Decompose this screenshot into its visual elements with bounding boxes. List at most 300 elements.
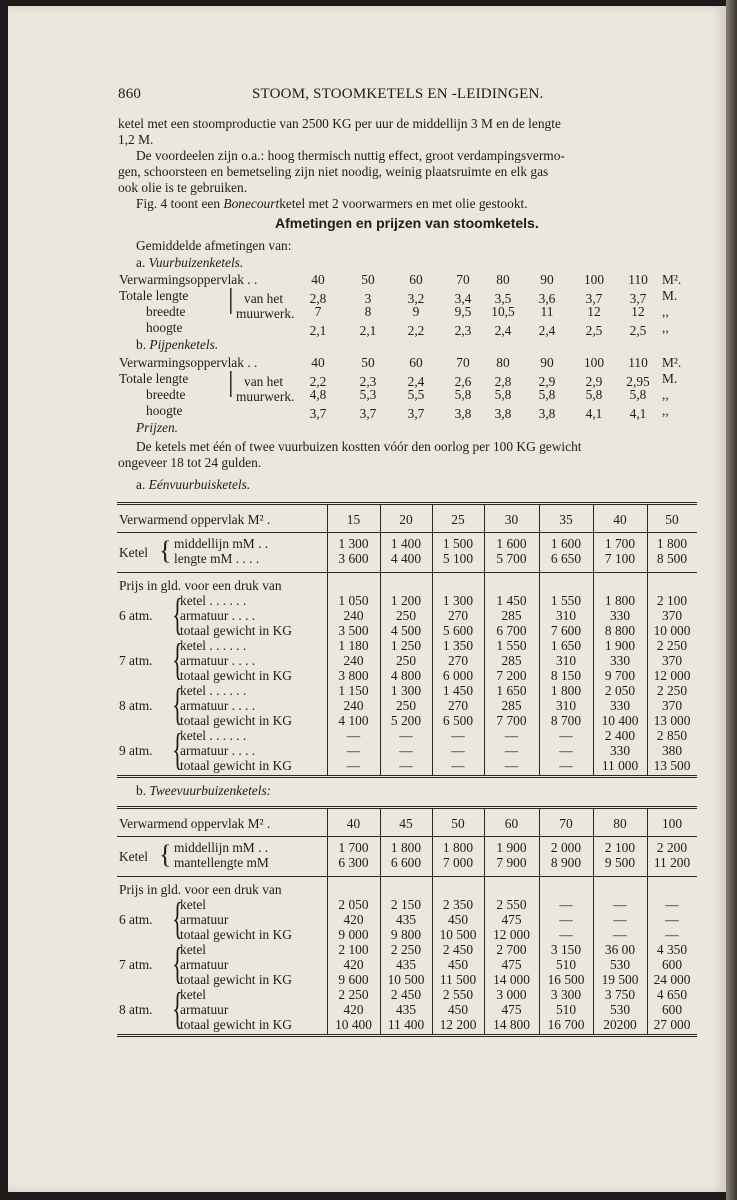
dims-label: Totale lengte <box>119 288 189 303</box>
table-cell: 1 150 <box>338 683 369 698</box>
table-cell: 7 700 <box>496 713 527 728</box>
table-cell: 1 250 <box>390 638 422 653</box>
brace-icon: { <box>159 536 172 565</box>
atm-label: 6 atm. <box>119 912 153 927</box>
prijzen-line: De ketels met één of twee vuurbuizen kostten vóór den oorlog per 100 KG gewicht <box>136 439 582 454</box>
price-row-label: ketel . . . . . . <box>180 593 247 608</box>
table-cell: 370 <box>661 608 683 623</box>
intro-line: ook olie is te gebruiken. <box>118 180 248 195</box>
table-cell: 270 <box>447 653 469 668</box>
atm-label: 8 atm. <box>119 1002 153 1017</box>
dims-value: 3,7 <box>309 406 327 421</box>
table-cell: 6 300 <box>338 855 369 870</box>
dims-value: 3 <box>364 291 372 306</box>
price-row-label: totaal gewicht in KG <box>180 927 292 942</box>
table-cell: 8 500 <box>656 551 688 566</box>
ketel-rule <box>117 876 697 877</box>
table-cell: 1 550 <box>496 638 527 653</box>
table-cell: 435 <box>395 912 417 927</box>
table-cell: 330 <box>609 743 631 758</box>
section-title: Afmetingen en prijzen van stoomketels. <box>275 215 539 231</box>
table-cell: 475 <box>501 957 522 972</box>
table-cell: 25 <box>451 512 465 527</box>
table-cell: 3 500 <box>338 623 369 638</box>
ketel-label: Ketel <box>119 545 148 560</box>
table-cell: 24 000 <box>653 972 691 987</box>
table-cell: — <box>665 927 679 942</box>
van-het-label: van het <box>244 291 284 306</box>
dims-value: 8 <box>364 304 372 319</box>
dims-value: 60 <box>409 272 423 287</box>
table-cell: 1 050 <box>338 593 369 608</box>
table-cell: 475 <box>501 912 522 927</box>
table-cell: 435 <box>395 1002 417 1017</box>
price-row-label: armatuur <box>180 912 229 927</box>
table-cell: 420 <box>343 1002 364 1017</box>
dims-value: 3,7 <box>585 291 603 306</box>
table-cell: 1 400 <box>390 536 422 551</box>
table-cell: 240 <box>343 698 364 713</box>
dims-value: 5,8 <box>454 387 472 402</box>
table-cell: 40 <box>346 816 361 831</box>
price-row-label: armatuur . . . . <box>180 698 256 713</box>
table-cell: 270 <box>447 608 469 623</box>
prijs-label: Prijs in gld. voor een druk van <box>119 882 282 897</box>
table-cell: 5 200 <box>390 713 422 728</box>
dims-value: 2,3 <box>454 323 472 338</box>
table-cell: 10 400 <box>335 1017 372 1032</box>
table-cell: 6 650 <box>550 551 582 566</box>
price-row-label: armatuur . . . . <box>180 653 256 668</box>
muurwerk-label: muurwerk. <box>236 389 295 404</box>
table-top-rule <box>117 806 697 809</box>
table-cell: 12 000 <box>653 668 691 683</box>
table-cell: 1 800 <box>604 593 636 608</box>
price-row-label: armatuur <box>180 957 229 972</box>
price-row-label: ketel . . . . . . <box>180 683 247 698</box>
table-cell: 510 <box>555 957 577 972</box>
dims-value: 2,9 <box>585 374 603 389</box>
table-cell: — <box>346 758 361 773</box>
avg-label: Gemiddelde afmetingen van: <box>136 238 292 253</box>
column-divider <box>593 808 594 1034</box>
table-cell: 3 300 <box>550 987 582 1002</box>
column-divider <box>327 808 328 1034</box>
table-cell: 6 700 <box>496 623 527 638</box>
table-cell: — <box>613 927 627 942</box>
table-cell: 4 800 <box>390 668 422 683</box>
table-bottom-rule <box>117 1034 697 1037</box>
table-cell: 2 250 <box>656 683 688 698</box>
table-cell: 4 400 <box>390 551 422 566</box>
dims-unit: ,, <box>662 387 669 402</box>
ketel-row-label: lengte mM . . . . <box>174 551 260 566</box>
table-cell: 3 750 <box>604 987 636 1002</box>
dims-value: 2,2 <box>309 374 327 389</box>
dims-value: 2,9 <box>538 374 556 389</box>
dims-value: 110 <box>628 272 648 287</box>
table-cell: 6 600 <box>390 855 422 870</box>
header-rule <box>117 532 697 533</box>
price-row-label: totaal gewicht in KG <box>180 1017 292 1032</box>
table-cell: 19 500 <box>601 972 639 987</box>
dims-value: 50 <box>361 272 375 287</box>
dims-value: 60 <box>409 355 423 370</box>
dims-value: 5,3 <box>359 387 377 402</box>
column-divider <box>593 504 594 775</box>
muurwerk-label: muurwerk. <box>236 306 295 321</box>
dims-value: 2,8 <box>494 374 512 389</box>
table-cell: 2 350 <box>442 897 474 912</box>
table-cell: 1 200 <box>390 593 422 608</box>
table-cell: 1 600 <box>550 536 582 551</box>
dims-a-heading: a. Vuurbuizenketels. <box>136 255 244 270</box>
table-cell: 9 700 <box>604 668 636 683</box>
table-cell: 2 050 <box>604 683 636 698</box>
dims-label: Verwarmingsoppervlak . . <box>119 355 258 370</box>
dims-value: 11 <box>540 304 554 319</box>
table-cell: 250 <box>395 608 417 623</box>
table-cell: — <box>559 743 573 758</box>
table-cell: 11 000 <box>601 758 639 773</box>
brace-icon: | <box>228 284 234 315</box>
table-cell: 475 <box>501 1002 522 1017</box>
table-cell: 2 100 <box>338 942 369 957</box>
dims-value: 3,2 <box>407 291 425 306</box>
price-row-label: totaal gewicht in KG <box>180 668 292 683</box>
table-cell: 2 100 <box>604 840 636 855</box>
table-cell: 1 700 <box>604 536 636 551</box>
table-cell: 510 <box>555 1002 577 1017</box>
boiler-name: Bonecourt <box>223 196 280 211</box>
dims-unit: ,, <box>662 403 669 418</box>
dims-value: 3,7 <box>407 406 425 421</box>
table-cell: 380 <box>661 743 683 758</box>
table-cell: 1 800 <box>390 840 422 855</box>
dims-value: 2,3 <box>359 374 377 389</box>
opp-label: Verwarmend oppervlak M² . <box>119 816 271 831</box>
column-divider <box>432 504 433 775</box>
dims-value: 9,5 <box>454 304 472 319</box>
table-cell: — <box>665 912 679 927</box>
table-cell: 1 900 <box>496 840 527 855</box>
dims-label: hoogte <box>146 320 183 335</box>
table-cell: 14 800 <box>493 1017 530 1032</box>
dims-value: 3,8 <box>538 406 556 421</box>
column-divider <box>484 504 485 775</box>
table-cell: 10 000 <box>653 623 691 638</box>
intro-line: De voordeelen zijn o.a.: hoog thermisch nuttig effect, groot verdampingsvermo- <box>136 148 565 163</box>
dims-value: 3,5 <box>494 291 512 306</box>
dims-unit: M². <box>662 272 682 287</box>
dims-value: 5,5 <box>407 387 425 402</box>
dims-value: 3,7 <box>629 291 647 306</box>
atm-label: 8 atm. <box>119 698 153 713</box>
table-cell: 2 550 <box>496 897 527 912</box>
table-cell: 8 700 <box>550 713 582 728</box>
atm-label: 7 atm. <box>119 653 153 668</box>
table-cell: 4 650 <box>656 987 688 1002</box>
dims-b-heading: b. Pijpenketels. <box>136 337 219 352</box>
table-cell: 270 <box>447 698 469 713</box>
table-cell: 285 <box>501 653 522 668</box>
brace-icon: { <box>172 939 183 988</box>
brace-icon: { <box>172 680 183 729</box>
dims-value: 70 <box>456 355 470 370</box>
table-cell: 7 000 <box>442 855 474 870</box>
intro-line: gen, schoorsteen en bemetseling zijn niet noodig, weinig plaatsruimte en elk gas <box>118 164 549 179</box>
dims-value: 12 <box>631 304 645 319</box>
dims-value: 2,1 <box>359 323 377 338</box>
table-cell: 9 800 <box>390 927 422 942</box>
prijs-label: Prijs in gld. voor een druk van <box>119 578 282 593</box>
column-divider <box>432 808 433 1034</box>
column-divider <box>380 808 381 1034</box>
table-cell: 310 <box>555 608 577 623</box>
table-cell: 2 550 <box>442 987 474 1002</box>
table-cell: 450 <box>447 957 469 972</box>
table-cell: 5 600 <box>442 623 474 638</box>
table-cell: — <box>451 758 465 773</box>
dims-label: Totale lengte <box>119 371 189 386</box>
brace-icon: { <box>172 894 183 943</box>
table-cell: 3 800 <box>338 668 369 683</box>
table-cell: — <box>613 912 627 927</box>
column-divider <box>647 504 648 775</box>
table-cell: 8 900 <box>550 855 582 870</box>
table-cell: 50 <box>451 816 465 831</box>
table-cell: 600 <box>661 957 683 972</box>
table-cell: — <box>504 758 519 773</box>
dims-label: breedte <box>146 304 186 319</box>
table-cell: — <box>399 728 413 743</box>
dims-value: 100 <box>583 355 605 370</box>
table-cell: 6 500 <box>442 713 474 728</box>
table-cell: 30 <box>504 512 519 527</box>
dims-value: 2,4 <box>407 374 425 389</box>
dims-value: 5,8 <box>494 387 512 402</box>
table-cell: 16 500 <box>547 972 585 987</box>
price-row-label: totaal gewicht in KG <box>180 972 292 987</box>
dims-value: 4,1 <box>585 406 603 421</box>
header-rule <box>117 836 697 837</box>
dims-value: 40 <box>311 355 325 370</box>
table-cell: 7 900 <box>496 855 527 870</box>
dims-value: 90 <box>540 272 554 287</box>
table-cell: 2 450 <box>390 987 422 1002</box>
table-cell: 1 550 <box>550 593 582 608</box>
table-cell: 10 500 <box>387 972 425 987</box>
dims-unit: ,, <box>662 320 669 335</box>
dims-value: 2,5 <box>585 323 603 338</box>
table-cell: 1 300 <box>442 593 474 608</box>
table-cell: — <box>399 758 413 773</box>
table-cell: 14 000 <box>493 972 530 987</box>
van-het-label: van het <box>244 374 284 389</box>
table-cell: 370 <box>661 653 683 668</box>
dims-value: 3,6 <box>538 291 556 306</box>
table-cell: 435 <box>395 957 417 972</box>
page-number: 860 <box>118 86 142 102</box>
table-cell: 4 350 <box>656 942 688 957</box>
dims-value: 4,8 <box>309 387 327 402</box>
dims-value: 40 <box>311 272 325 287</box>
intro-line: ketel met een stoomproductie van 2500 KG per uur de middellijn 3 M en de lengte <box>118 116 561 131</box>
table-cell: 8 150 <box>550 668 582 683</box>
table-cell: 12 000 <box>493 927 530 942</box>
dims-value: 2,2 <box>407 323 425 338</box>
table-cell: 20200 <box>603 1017 637 1032</box>
brace-icon: | <box>228 367 234 398</box>
intro-line: 1,2 M. <box>118 132 154 147</box>
table-cell: 3 000 <box>496 987 527 1002</box>
table-cell: 250 <box>395 653 417 668</box>
table-cell: 3 600 <box>338 551 369 566</box>
table-cell: 420 <box>343 912 364 927</box>
dims-value: 2,8 <box>309 291 327 306</box>
table-cell: 450 <box>447 912 469 927</box>
table-cell: — <box>504 743 519 758</box>
table-cell: — <box>559 912 573 927</box>
table-cell: 40 <box>613 512 627 527</box>
table-cell: 1 650 <box>550 638 582 653</box>
table-cell: 2 850 <box>656 728 688 743</box>
table-cell: 9 000 <box>338 927 369 942</box>
price-row-label: armatuur <box>180 1002 229 1017</box>
table-cell: 20 <box>399 512 413 527</box>
price-row-label: ketel <box>180 897 207 912</box>
table-cell: 8 800 <box>604 623 636 638</box>
table-cell: 2 000 <box>550 840 582 855</box>
table-cell: 9 600 <box>338 972 369 987</box>
table-cell: — <box>504 728 519 743</box>
column-divider <box>539 504 540 775</box>
table-cell: 600 <box>661 1002 683 1017</box>
ketel-row-label: middellijn mM . . <box>174 840 269 855</box>
table-cell: — <box>451 743 465 758</box>
price-row-label: totaal gewicht in KG <box>180 623 292 638</box>
table-cell: 13 500 <box>653 758 691 773</box>
table-cell: 1 180 <box>338 638 369 653</box>
table-cell: 1 450 <box>442 683 474 698</box>
dims-label: breedte <box>146 387 186 402</box>
table-bottom-rule <box>117 775 697 778</box>
dims-unit: M. <box>662 371 678 386</box>
table-cell: 330 <box>609 608 631 623</box>
dims-value: 70 <box>456 272 470 287</box>
table-cell: 45 <box>399 816 413 831</box>
table-cell: 100 <box>661 816 683 831</box>
table-cell: 330 <box>609 698 631 713</box>
dims-value: 5,8 <box>629 387 647 402</box>
table-cell: 70 <box>559 816 573 831</box>
table-cell: 16 700 <box>547 1017 585 1032</box>
column-divider <box>647 808 648 1034</box>
table-cell: 27 000 <box>653 1017 691 1032</box>
brace-icon: { <box>172 590 183 639</box>
dims-unit: M. <box>662 288 678 303</box>
price-row-label: totaal gewicht in KG <box>180 758 292 773</box>
table-cell: — <box>613 897 627 912</box>
table-cell: 10 500 <box>439 927 477 942</box>
ketel-row-label: mantellengte mM <box>174 855 269 870</box>
table-cell: 2 450 <box>442 942 474 957</box>
table-cell: 5 100 <box>442 551 474 566</box>
dims-value: 80 <box>496 272 510 287</box>
table-cell: — <box>346 728 361 743</box>
table-cell: 1 350 <box>442 638 474 653</box>
table-top-rule <box>117 502 697 505</box>
table-cell: 1 900 <box>604 638 636 653</box>
table-cell: 1 800 <box>550 683 582 698</box>
table-cell: 1 300 <box>390 683 422 698</box>
dims-value: 5,8 <box>538 387 556 402</box>
running-title: STOOM, STOOMKETELS EN -LEIDINGEN. <box>252 86 544 102</box>
table-cell: 1 800 <box>442 840 474 855</box>
book-spine <box>726 0 737 1200</box>
table-cell: 12 200 <box>439 1017 477 1032</box>
table-cell: 2 150 <box>390 897 422 912</box>
table-cell: 7 200 <box>496 668 527 683</box>
table-cell: 285 <box>501 608 522 623</box>
table-cell: 310 <box>555 653 577 668</box>
table-cell: 1 700 <box>338 840 369 855</box>
table-cell: 240 <box>343 608 364 623</box>
table-cell: 4 500 <box>390 623 422 638</box>
dims-value: 3,8 <box>454 406 472 421</box>
column-divider <box>484 808 485 1034</box>
dims-value: 2,95 <box>626 374 650 389</box>
table-cell: 2 250 <box>338 987 369 1002</box>
table-cell: 1 800 <box>656 536 688 551</box>
table-cell: 11 200 <box>653 855 691 870</box>
brace-icon: { <box>172 635 183 684</box>
dims-label: Verwarmingsoppervlak . . <box>119 272 258 287</box>
dims-value: 7 <box>314 304 322 319</box>
atm-label: 9 atm. <box>119 743 153 758</box>
fig-line: Fig. 4 toont een Bonecourtketel met 2 voorwarmers en met olie gestookt. <box>136 196 528 211</box>
table-cell: 285 <box>501 698 522 713</box>
column-divider <box>327 504 328 775</box>
table-cell: 450 <box>447 1002 469 1017</box>
table-cell: 35 <box>559 512 573 527</box>
table-cell: 7 600 <box>550 623 582 638</box>
dims-value: 110 <box>628 355 648 370</box>
prijzen-line: ongeveer 18 tot 24 gulden. <box>118 455 262 470</box>
price-row-label: ketel . . . . . . <box>180 728 247 743</box>
table-cell: — <box>346 743 361 758</box>
dims-value: 90 <box>540 355 554 370</box>
table-cell: — <box>451 728 465 743</box>
ketel-row-label: middellijn mM . . <box>174 536 269 551</box>
table-cell: 530 <box>609 1002 631 1017</box>
dims-value: 2,5 <box>629 323 647 338</box>
dims-value: 2,4 <box>538 323 556 338</box>
table-cell: — <box>559 897 573 912</box>
table-cell: — <box>399 743 413 758</box>
table-cell: 50 <box>665 512 679 527</box>
dims-unit: M². <box>662 355 682 370</box>
dims-value: 2,4 <box>494 323 512 338</box>
table-cell: 240 <box>343 653 364 668</box>
table-cell: 10 400 <box>601 713 639 728</box>
table-cell: 1 450 <box>496 593 527 608</box>
table-cell: 2 200 <box>656 840 688 855</box>
price-row-label: totaal gewicht in KG <box>180 713 292 728</box>
dims-value: 9 <box>412 304 420 319</box>
dims-value: 12 <box>587 304 601 319</box>
brace-icon: { <box>159 840 172 869</box>
